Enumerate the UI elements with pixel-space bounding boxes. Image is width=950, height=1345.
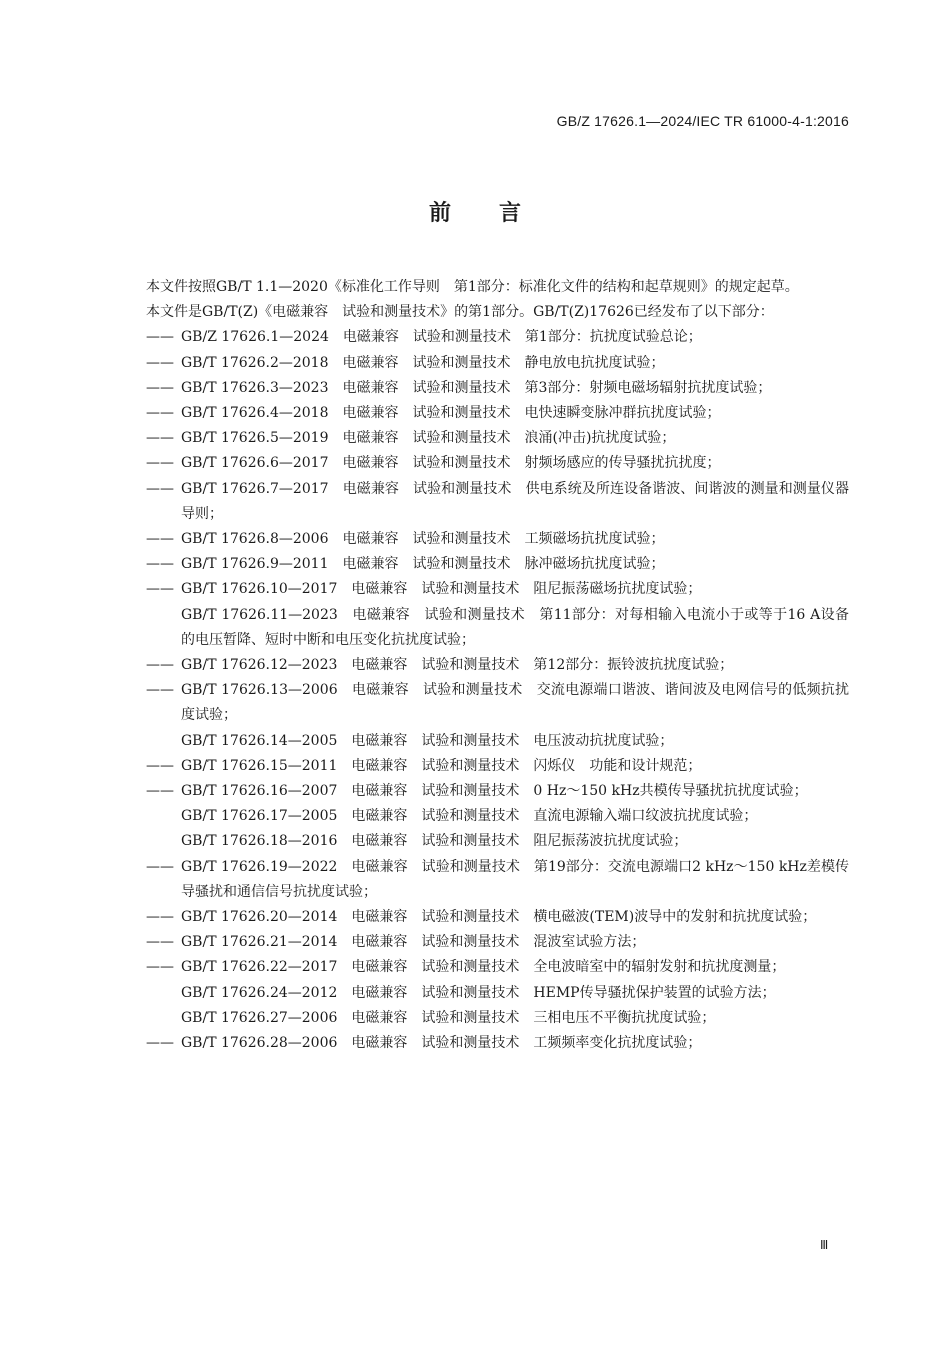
list-item [114, 804, 849, 829]
list-item [114, 653, 849, 678]
page-number: Ⅲ [820, 1238, 829, 1252]
list-dash: —— [146, 934, 174, 951]
list-item-text: GB/T 17626.19—2022 电磁兼容 试验和测量技术 第19部分：交流电源端口2 kHz～150 kHz差模传导骚扰和通信信号抗扰度试验； [181, 858, 849, 900]
document-body [114, 275, 849, 1056]
list-item-text: GB/T 17626.14—2005 电磁兼容 试验和测量技术 电压波动抗扰度试验； [181, 732, 674, 749]
standard-parts-list [114, 325, 849, 1056]
list-item [114, 426, 849, 451]
list-dash: —— [146, 657, 174, 674]
list-item [114, 477, 849, 527]
list-item [114, 1006, 849, 1031]
list-item-text: GB/T 17626.21—2014 电磁兼容 试验和测量技术 混波室试验方法； [181, 934, 646, 951]
list-item [114, 325, 849, 350]
list-item [114, 855, 849, 905]
page-title [0, 196, 950, 227]
list-item [114, 451, 849, 476]
list-item [114, 376, 849, 401]
list-dash: —— [146, 329, 174, 346]
list-item-text: GB/T 17626.6—2017 电磁兼容 试验和测量技术 射频场感应的传导骚扰抗扰度； [181, 455, 721, 472]
list-item-text: GB/T 17626.12—2023 电磁兼容 试验和测量技术 第12部分：振铃波抗扰度试验； [181, 657, 734, 674]
list-item [114, 779, 849, 804]
list-dash: —— [146, 430, 174, 447]
list-item-text: GB/Z 17626.1—2024 电磁兼容 试验和测量技术 第1部分：抗扰度试验总论； [181, 329, 702, 346]
list-dash: —— [146, 531, 174, 548]
list-item [114, 930, 849, 955]
list-dash: —— [146, 354, 174, 371]
list-item [114, 1031, 849, 1056]
list-item-text: GB/T 17626.9—2011 电磁兼容 试验和测量技术 脉冲磁场抗扰度试验； [181, 556, 665, 573]
list-item-text: GB/T 17626.5—2019 电磁兼容 试验和测量技术 浪涌(冲击)抗扰度试验； [181, 430, 676, 447]
list-item [114, 754, 849, 779]
list-dash: —— [146, 959, 174, 976]
list-item [114, 729, 849, 754]
list-item-text: GB/T 17626.16—2007 电磁兼容 试验和测量技术 0 Hz～150 kHz共模传导骚扰抗扰度试验； [181, 783, 808, 800]
title-char-2: 言 [499, 201, 522, 226]
list-item-text: GB/T 17626.18—2016 电磁兼容 试验和测量技术 阻尼振荡波抗扰度试验； [181, 833, 688, 850]
list-item-text: GB/T 17626.11—2023 电磁兼容 试验和测量技术 第11部分：对每相输入电流小于或等于16 A设备的电压暂降、短时中断和电压变化抗扰度试验； [181, 606, 849, 648]
list-item [114, 552, 849, 577]
list-item [114, 401, 849, 426]
list-item-text: GB/T 17626.7—2017 电磁兼容 试验和测量技术 供电系统及所连设备谐波、间谐波的测量和测量仪器导则； [181, 480, 849, 522]
list-item-text: GB/T 17626.2—2018 电磁兼容 试验和测量技术 静电放电抗扰度试验； [181, 354, 665, 371]
list-item-text: GB/T 17626.20—2014 电磁兼容 试验和测量技术 横电磁波(TEM)波导中的发射和抗扰度试验； [181, 909, 817, 926]
list-dash: —— [146, 556, 174, 573]
list-item-text: GB/T 17626.8—2006 电磁兼容 试验和测量技术 工频磁场抗扰度试验； [181, 531, 665, 548]
list-dash: —— [146, 858, 174, 875]
list-dash: —— [146, 379, 174, 396]
standard-code-header: GB/Z 17626.1—2024/IEC TR 61000-4-1:2016 [556, 113, 849, 129]
list-item-text: GB/T 17626.13—2006 电磁兼容 试验和测量技术 交流电源端口谐波、谐间波及电网信号的低频抗扰度试验； [181, 682, 849, 724]
list-item-text: GB/T 17626.28—2006 电磁兼容 试验和测量技术 工频频率变化抗扰度试验； [181, 1035, 702, 1052]
list-item [114, 955, 849, 980]
intro-paragraph-1: 本文件按照GB/T 1.1—2020《标准化工作导则 第1部分：标准化文件的结构和起草规则》的规定起草。 [146, 279, 799, 295]
list-item [114, 577, 849, 602]
intro-paragraph-2: 本文件是GB/T(Z)《电磁兼容 试验和测量技术》的第1部分。GB/T(Z)17626已经发布了以下部分： [146, 304, 774, 321]
list-item-text: GB/T 17626.3—2023 电磁兼容 试验和测量技术 第3部分：射频电磁场辐射抗扰度试验； [181, 379, 772, 396]
list-dash: —— [146, 455, 174, 472]
list-item [114, 981, 849, 1006]
list-item [114, 829, 849, 854]
list-dash: —— [146, 581, 174, 598]
list-item-text: GB/T 17626.10—2017 电磁兼容 试验和测量技术 阻尼振荡磁场抗扰度试验； [181, 581, 702, 598]
list-dash: —— [146, 480, 174, 497]
list-item [114, 351, 849, 376]
list-dash: —— [146, 909, 174, 926]
list-dash: —— [146, 1035, 174, 1052]
list-item [114, 678, 849, 728]
list-item-text: GB/T 17626.24—2012 电磁兼容 试验和测量技术 HEMP传导骚扰保护装置的试验方法； [181, 984, 776, 1001]
list-item-text: GB/T 17626.27—2006 电磁兼容 试验和测量技术 三相电压不平衡抗扰度试验； [181, 1009, 716, 1026]
list-item [114, 905, 849, 930]
title-char-1: 前 [428, 201, 451, 226]
list-item-text: GB/T 17626.17—2005 电磁兼容 试验和测量技术 直流电源输入端口纹波抗扰度试验； [181, 808, 758, 825]
list-item-text: GB/T 17626.15—2011 电磁兼容 试验和测量技术 闪烁仪 功能和设计规范； [181, 757, 702, 774]
list-dash: —— [146, 682, 174, 699]
list-item [114, 527, 849, 552]
list-item-text: GB/T 17626.4—2018 电磁兼容 试验和测量技术 电快速瞬变脉冲群抗扰度试验； [181, 405, 721, 422]
list-item [114, 603, 849, 653]
list-dash: —— [146, 757, 174, 774]
list-dash: —— [146, 783, 174, 800]
list-item-text: GB/T 17626.22—2017 电磁兼容 试验和测量技术 全电波暗室中的辐射发射和抗扰度测量； [181, 959, 786, 976]
list-dash: —— [146, 405, 174, 422]
